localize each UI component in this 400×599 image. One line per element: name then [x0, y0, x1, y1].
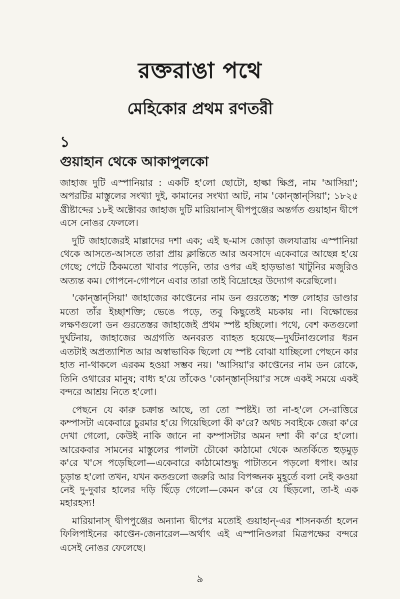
chapter-number: ১ [60, 133, 70, 151]
paragraph: 'কোন্‌স্তান্‌সিয়া' জাহাজের কাপ্তেনের নাম ডন গুরতেস্ত; শক্ত লোহার ডাণ্ডার মতো তাঁর ইচ্ছাশক্তি; ভেঙে পড়ে, তবু কিছুতেই মচকায় না। বিক্ষোভের লক্ষণগুলো ডন গুরতেস্তর জাহাজেই প্রথম স্পষ্ট হচ্ছিলো। পথে, বেশ কতগুলো দুর্ঘটনায়, জাহাজের অগ্রগতি অনবরত ব্যাহত হয়েছে—দুর্ঘটনাগুলোর ধরন এতটাই অপ্রত্যাশিত আর অস্বাভাবিক ছিলো যে স্পষ্ট বোঝা যাচ্ছিলো পেছনে কার হাত না-থাকলে এরকম হওয়া সম্ভব নয়। 'আসিয়া'র কাপ্তেনের নাম ডন রোকে, তিনি ওথারের মানুষ; বাধ্য হ'য়ে তাঁকেও 'কোন্‌স্তান্‌সিয়া'র সঙ্গে একই সময়ে একই বন্দরে আশ্রয় নিতে হ'লো। [60, 293, 358, 399]
chapter-body [60, 177, 358, 559]
chapter-heading: গুয়াহান থেকে আকাপুলকো [60, 154, 209, 170]
paragraph: জাহাজ দুটি এস্পানিয়ার : একটি হ'লো ছোটো, হাল্কা ক্ষিপ্র, নাম 'আসিয়া'; অপরটির মাস্তুলের সংখ্যা দুই, কামানের সংখ্যা আট, নাম 'কোন্‌স্তান্‌সিয়া'; ১৮২৫ খ্রীষ্টাব্দের ১৮ই অক্টোবর জাহাজ দুটি মারিয়ানাস্ দ্বীপপুঞ্জের অন্তর্গত গুয়াহান দ্বীপে এসে নোঙর ফেললে। [60, 178, 358, 230]
paragraph: পেছনে যে কারু চক্রান্ত আছে, তা তো স্পষ্টই। তা না-হ'লে সে-রাত্তিরে কম্পাসটা একেবারে চুরমার হ'য়ে গিয়েছিলো কী ক'রে? অথচ সবাইকে জেরা ক'রে দেখা গেলো, কেউই নাকি জানে না কম্পাসটার অমন দশা কী ক'রে হ'লো। আরেকবার সামনের মাস্তুলের পালটা চৌকো কাঠামো থেকে অতর্কিতে হুড়মুড় ক'রে খ'সে পড়েছিলো—একেবারে কাঠামোশুদ্ধু পাটাতনে পড়লো ধপাং। আর চূড়ান্ত হ'লো তখন, যখন কতগুলো জরুরি আর বিপজ্জনক মুহূর্তে বলা নেই কওয়া নেই দু-দুবার হালের দড়ি ছিঁড়ে গেলো—কেমন ক'রে যে ছিঁড়লো, তা-ই এক মহারহস্য! [60, 404, 358, 510]
page-number: ৯ [196, 574, 204, 585]
book-subtitle: মেহিকোর প্রথম রণতরী [127, 99, 273, 118]
paragraph: দুটি জাহাজেরই মাল্লাদের দশা এক; এই ছ-মাস জোড়া জলযাত্রায় এস্পানিয়া থেকে আসতে-আসতে তারা প্রায় ক্লান্তিতে আর অবসাদে একেবারে আছেন্ন হ'য়ে গেছে; পেটে ঠিকমতো খাবার পড়েনি, তার ওপর এই হাড়ভাঙা খাটুনির মজুরিও অত্যন্ত কম। গোপনে-গোপনে এবার তারা তাই বিদ্রোহের উদ্যোগ করেছিলো। [60, 235, 358, 287]
book-title: রক্তরাঙা পথে [138, 59, 262, 84]
paragraph: মারিয়ানাস্ দ্বীপপুঞ্জের অন্যান্য দ্বীপের মতোই গুয়াহান্-এর শাসনকর্তা হলেন ফিলিপাইনের কাপ্তেন-জেনারেল—অর্থাৎ এই এস্পানিওলরা মিত্রপক্ষের বন্দরে এসেই নোঙর ফেলেছে। [60, 515, 358, 554]
